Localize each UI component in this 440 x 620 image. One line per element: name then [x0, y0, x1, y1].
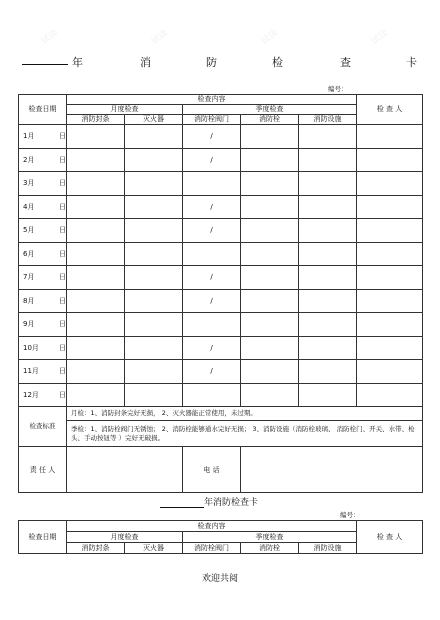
cell[interactable]	[241, 313, 299, 337]
cell[interactable]	[241, 148, 299, 172]
cell[interactable]	[299, 383, 357, 407]
date-cell: 5月 日	[19, 219, 67, 243]
cell[interactable]: /	[183, 219, 241, 243]
table-row	[19, 125, 423, 149]
card-title	[22, 52, 422, 72]
col-hydrant: 消防栓	[241, 543, 299, 554]
cell[interactable]	[299, 242, 357, 266]
cell[interactable]	[299, 172, 357, 196]
cell[interactable]: /	[183, 195, 241, 219]
cell[interactable]	[67, 289, 125, 313]
col-seal: 消防封条	[67, 543, 125, 554]
cell[interactable]	[241, 336, 299, 360]
cell[interactable]	[67, 219, 125, 243]
code-label-2: 编号：	[340, 511, 360, 519]
table-row	[19, 383, 423, 407]
table-row	[19, 148, 423, 172]
date-cell: 3月 日	[19, 172, 67, 196]
cell[interactable]	[299, 313, 357, 337]
col-facilities: 消防设施	[299, 543, 357, 554]
table-row	[19, 195, 423, 219]
cell[interactable]	[125, 172, 183, 196]
date-cell: 8月 日	[19, 289, 67, 313]
inspection-table-2	[18, 520, 423, 554]
header-inspector: 检 查 人	[357, 521, 423, 554]
cell[interactable]: /	[183, 360, 241, 384]
cell[interactable]	[241, 125, 299, 149]
cell[interactable]	[299, 148, 357, 172]
standard-monthly: 月检：1、消防封条完好无损， 2、灭火器能正常使用，未过期。	[67, 407, 423, 421]
cell[interactable]	[67, 313, 125, 337]
watermark: 试读	[149, 28, 171, 47]
table-row	[19, 289, 423, 313]
cell[interactable]	[241, 266, 299, 290]
header-quarterly: 季度检查	[183, 105, 357, 115]
title-char: 防	[206, 56, 217, 69]
cell[interactable]	[183, 242, 241, 266]
table-row	[19, 360, 423, 384]
title-char: 年	[72, 56, 83, 69]
col-hydrant-valve: 消防栓阀门	[183, 115, 241, 125]
responsible-field[interactable]	[67, 447, 183, 493]
title-char: 卡	[406, 56, 417, 69]
phone-label: 电 话	[183, 447, 241, 493]
cell[interactable]	[241, 219, 299, 243]
cell[interactable]	[241, 195, 299, 219]
cell[interactable]	[357, 336, 423, 360]
standard-quarterly: 季检：1、消防栓阀门无锈蚀； 2、消防栓能够通水完好无损； 3、消防设施（消防栓玻璃、 消防栓门、开关、水带、枪头、手动按钮等 ）完好无破损。	[67, 421, 423, 447]
col-seal: 消防封条	[67, 115, 125, 125]
cell[interactable]	[67, 242, 125, 266]
cell[interactable]	[241, 172, 299, 196]
header-monthly: 月度检查	[67, 532, 183, 543]
phone-field[interactable]	[241, 447, 423, 493]
cell[interactable]	[67, 148, 125, 172]
responsible-label: 责 任 人	[19, 447, 67, 493]
title-char: 查	[340, 56, 351, 69]
cell[interactable]	[183, 383, 241, 407]
col-facilities: 消防设施	[299, 115, 357, 125]
col-extinguisher: 灭火器	[125, 115, 183, 125]
cell[interactable]: /	[183, 289, 241, 313]
cell[interactable]	[125, 289, 183, 313]
cell[interactable]	[183, 313, 241, 337]
header-date: 检查日期	[19, 95, 67, 125]
table-row	[19, 219, 423, 243]
year-blank	[160, 498, 204, 508]
cell[interactable]	[299, 266, 357, 290]
header-content: 检查内容	[67, 521, 357, 532]
standard-label: 检查标准	[19, 407, 67, 447]
date-cell: 7月 日	[19, 266, 67, 290]
header-quarterly: 季度检查	[183, 532, 357, 543]
cell[interactable]: /	[183, 336, 241, 360]
cell[interactable]	[67, 266, 125, 290]
cell[interactable]	[299, 336, 357, 360]
cell[interactable]	[67, 383, 125, 407]
header-monthly: 月度检查	[67, 105, 183, 115]
code-label: 编号：	[328, 85, 348, 93]
cell[interactable]	[125, 148, 183, 172]
cell[interactable]	[357, 242, 423, 266]
date-cell: 12月 日	[19, 383, 67, 407]
cell[interactable]	[241, 360, 299, 384]
cell[interactable]	[125, 360, 183, 384]
card2-title: 年消防检查卡	[160, 495, 258, 508]
cell[interactable]	[299, 289, 357, 313]
cell[interactable]	[241, 289, 299, 313]
inspection-table	[18, 94, 423, 493]
cell[interactable]	[357, 313, 423, 337]
table-row	[19, 266, 423, 290]
header-date: 检查日期	[19, 521, 67, 554]
title-char: 检	[272, 56, 283, 69]
date-cell: 9月 日	[19, 313, 67, 337]
cell[interactable]: /	[183, 266, 241, 290]
date-cell: 2月 日	[19, 148, 67, 172]
table-row	[19, 336, 423, 360]
date-cell: 6月 日	[19, 242, 67, 266]
date-cell: 11月 日	[19, 360, 67, 384]
cell[interactable]	[357, 360, 423, 384]
cell[interactable]	[357, 125, 423, 149]
cell[interactable]	[183, 172, 241, 196]
date-cell: 4月 日	[19, 195, 67, 219]
cell[interactable]	[299, 360, 357, 384]
cell[interactable]	[125, 266, 183, 290]
table-row	[19, 172, 423, 196]
cell[interactable]	[357, 383, 423, 407]
title-char: 消	[140, 56, 151, 69]
cell[interactable]	[125, 383, 183, 407]
cell[interactable]	[125, 313, 183, 337]
watermark: 试读	[369, 28, 391, 47]
cell[interactable]: /	[183, 148, 241, 172]
watermark: 试读	[39, 28, 61, 47]
table-row	[19, 242, 423, 266]
cell[interactable]: /	[183, 125, 241, 149]
cell[interactable]	[125, 242, 183, 266]
date-cell: 1月 日	[19, 125, 67, 149]
cell[interactable]	[299, 219, 357, 243]
cell[interactable]	[241, 383, 299, 407]
cell[interactable]	[357, 266, 423, 290]
cell[interactable]	[125, 219, 183, 243]
header-inspector: 检 查 人	[357, 95, 423, 125]
cell[interactable]	[67, 125, 125, 149]
cell[interactable]	[67, 172, 125, 196]
table-row	[19, 313, 423, 337]
cell[interactable]	[357, 289, 423, 313]
col-hydrant-valve: 消防栓阀门	[183, 543, 241, 554]
col-extinguisher: 灭火器	[125, 543, 183, 554]
footer-text: 欢迎共阅	[201, 574, 238, 584]
cell[interactable]	[125, 195, 183, 219]
cell[interactable]	[241, 242, 299, 266]
cell[interactable]	[299, 125, 357, 149]
cell[interactable]	[357, 172, 423, 196]
cell[interactable]	[67, 360, 125, 384]
cell[interactable]	[357, 148, 423, 172]
year-blank	[22, 64, 68, 65]
cell[interactable]	[67, 195, 125, 219]
date-cell: 10月 日	[19, 336, 67, 360]
cell[interactable]	[125, 125, 183, 149]
col-hydrant: 消防栓	[241, 115, 299, 125]
cell[interactable]	[125, 336, 183, 360]
header-content: 检查内容	[67, 95, 357, 105]
cell[interactable]	[357, 195, 423, 219]
cell[interactable]	[299, 195, 357, 219]
cell[interactable]	[67, 336, 125, 360]
watermark: 试读	[259, 28, 281, 47]
cell[interactable]	[357, 219, 423, 243]
